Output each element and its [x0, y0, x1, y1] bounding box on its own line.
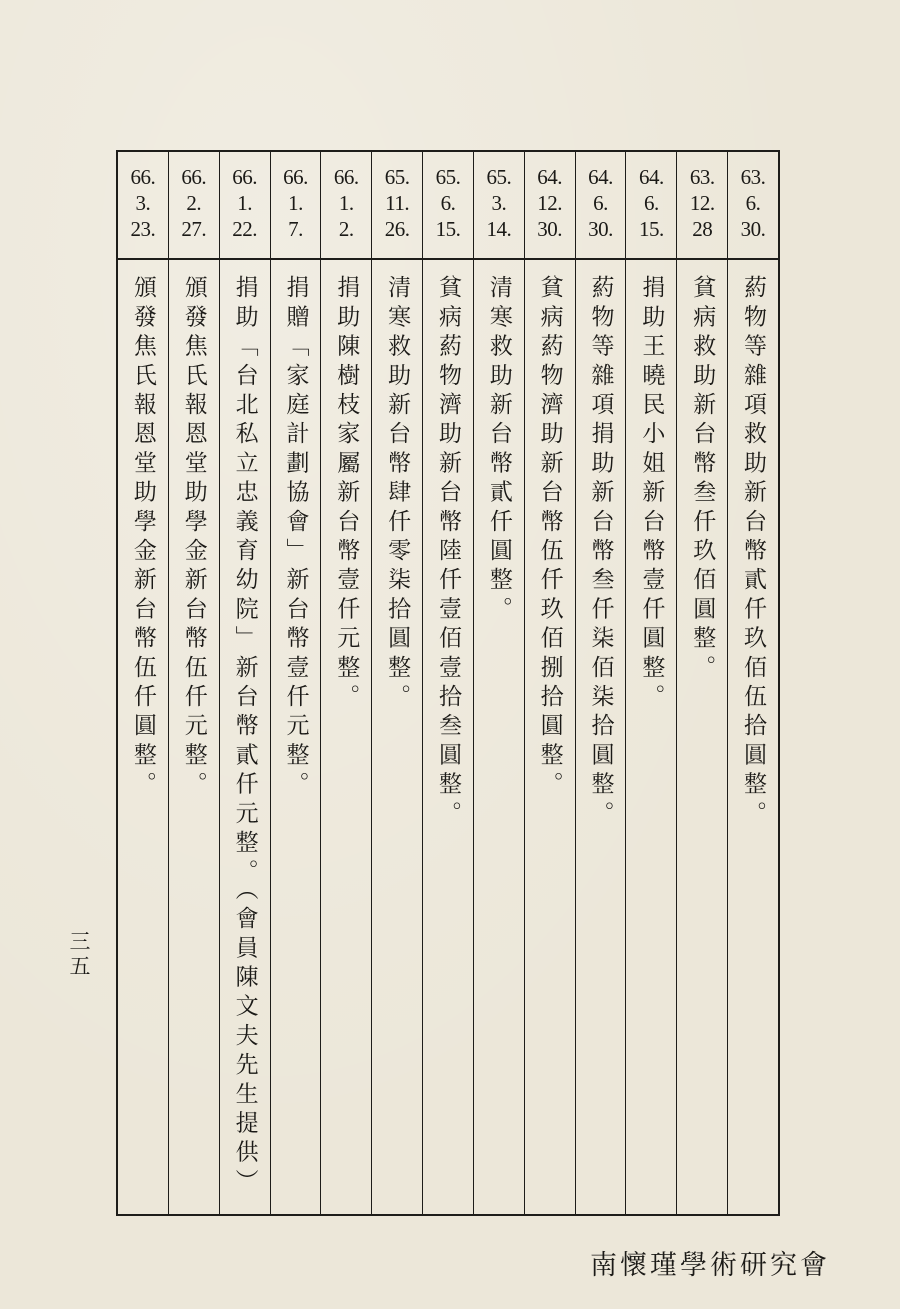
date-year: 65.: [486, 165, 512, 189]
date-year: 64.: [588, 165, 613, 189]
date-year: 65.: [384, 165, 410, 189]
description-cell: [220, 275, 270, 1214]
description-text: 捐助王曉民小姐新台幣壹仟圓整。: [638, 275, 665, 713]
date-year: 65.: [435, 165, 461, 189]
description-text: 清寒救助新台幣肆仟零柒拾圓整。: [384, 275, 411, 713]
date-year: 66.: [333, 165, 359, 189]
date-cell: [220, 152, 270, 260]
publisher-name: 南懷瑾學術研究會: [590, 1250, 830, 1281]
date-month: 3.: [135, 191, 151, 215]
page-number: 三五: [67, 930, 91, 980]
date-day: 26.: [384, 217, 410, 241]
description-cell: [626, 275, 676, 1214]
description-text: 葯物等雜項救助新台幣貳仟玖佰伍拾圓整。: [740, 275, 767, 830]
date-day: 30.: [740, 217, 766, 241]
date-cell: [576, 152, 626, 260]
date-cell: [372, 152, 422, 260]
description-text: 清寒救助新台幣貳仟圓整。: [485, 275, 512, 626]
date-day: 15.: [638, 217, 664, 241]
ledger-row: [473, 152, 524, 1214]
date-cell: [474, 152, 524, 260]
date-month: 1.: [338, 191, 354, 215]
description-cell: [271, 275, 321, 1214]
date-month: 6.: [440, 191, 456, 215]
date-year: 64.: [638, 165, 664, 189]
date-day: 23.: [130, 217, 156, 241]
ledger-row: [320, 152, 371, 1214]
date-month: 12.: [537, 191, 563, 215]
date-year: 64.: [537, 165, 563, 189]
ledger-row: [270, 152, 321, 1214]
date-month: 11.: [385, 191, 410, 215]
description-cell: [169, 275, 219, 1214]
ledger-row: [118, 152, 168, 1214]
date-cell: [677, 152, 727, 260]
date-month: 12.: [689, 191, 715, 215]
ledger-row: [575, 152, 626, 1214]
description-text: 頒發焦氏報恩堂助學金新台幣伍仟元整。: [180, 275, 207, 801]
description-text: 貧病葯物濟助新台幣伍仟玖佰捌拾圓整。: [536, 275, 563, 801]
date-year: 63.: [740, 165, 766, 189]
date-day: 30.: [537, 217, 563, 241]
date-cell: [626, 152, 676, 260]
description-text: 貧病葯物濟助新台幣陸仟壹佰壹拾叁圓整。: [434, 275, 461, 830]
date-day: 2.: [338, 217, 354, 241]
date-year: 66.: [232, 165, 257, 189]
date-cell: [525, 152, 575, 260]
date-month: 3.: [491, 191, 507, 215]
date-day: 30.: [588, 217, 613, 241]
description-cell: [372, 275, 422, 1214]
description-text: 頒發焦氏報恩堂助學金新台幣伍仟圓整。: [129, 275, 156, 801]
date-month: 1.: [288, 191, 303, 215]
description-cell: [118, 275, 168, 1214]
description-text: 捐助陳樹枝家屬新台幣壹仟元整。: [333, 275, 360, 713]
date-year: 66.: [181, 165, 207, 189]
date-month: 2.: [186, 191, 202, 215]
description-text: 捐助「台北私立忠義育幼院」新台幣貳仟元整。（會員陳文夫先生提供）: [231, 275, 258, 1198]
ledger-row: [371, 152, 422, 1214]
date-month: 6.: [593, 191, 608, 215]
date-cell: [271, 152, 321, 260]
date-cell: [321, 152, 371, 260]
description-cell: [728, 275, 778, 1214]
date-month: 1.: [237, 191, 252, 215]
ledger-row: [676, 152, 727, 1214]
date-month: 6.: [643, 191, 659, 215]
date-day: 14.: [486, 217, 512, 241]
ledger-row: [168, 152, 219, 1214]
ledger-row: [727, 152, 778, 1214]
description-cell: [474, 275, 524, 1214]
date-cell: [118, 152, 168, 260]
donation-ledger-table: [116, 150, 780, 1216]
description-cell: [525, 275, 575, 1214]
date-cell: [728, 152, 778, 260]
date-day: 27.: [181, 217, 207, 241]
description-text: 貧病救助新台幣叁仟玖佰圓整。: [689, 275, 716, 684]
ledger-row: [422, 152, 473, 1214]
date-year: 66.: [130, 165, 156, 189]
description-cell: [321, 275, 371, 1214]
ledger-row: [524, 152, 575, 1214]
date-day: 15.: [435, 217, 461, 241]
date-cell: [423, 152, 473, 260]
date-month: 6.: [745, 191, 761, 215]
ledger-row: [625, 152, 676, 1214]
description-cell: [576, 275, 626, 1214]
date-year: 63.: [689, 165, 715, 189]
description-text: 捐贈「家庭計劃協會」新台幣壹仟元整。: [282, 275, 309, 801]
date-year: 66.: [283, 165, 308, 189]
description-cell: [677, 275, 727, 1214]
date-day: 28: [692, 217, 713, 241]
date-day: 22.: [232, 217, 257, 241]
description-text: 葯物等雜項捐助新台幣叁仟柒佰柒拾圓整。: [587, 275, 614, 830]
date-day: 7.: [288, 217, 303, 241]
description-cell: [423, 275, 473, 1214]
ledger-row: [219, 152, 270, 1214]
date-cell: [169, 152, 219, 260]
